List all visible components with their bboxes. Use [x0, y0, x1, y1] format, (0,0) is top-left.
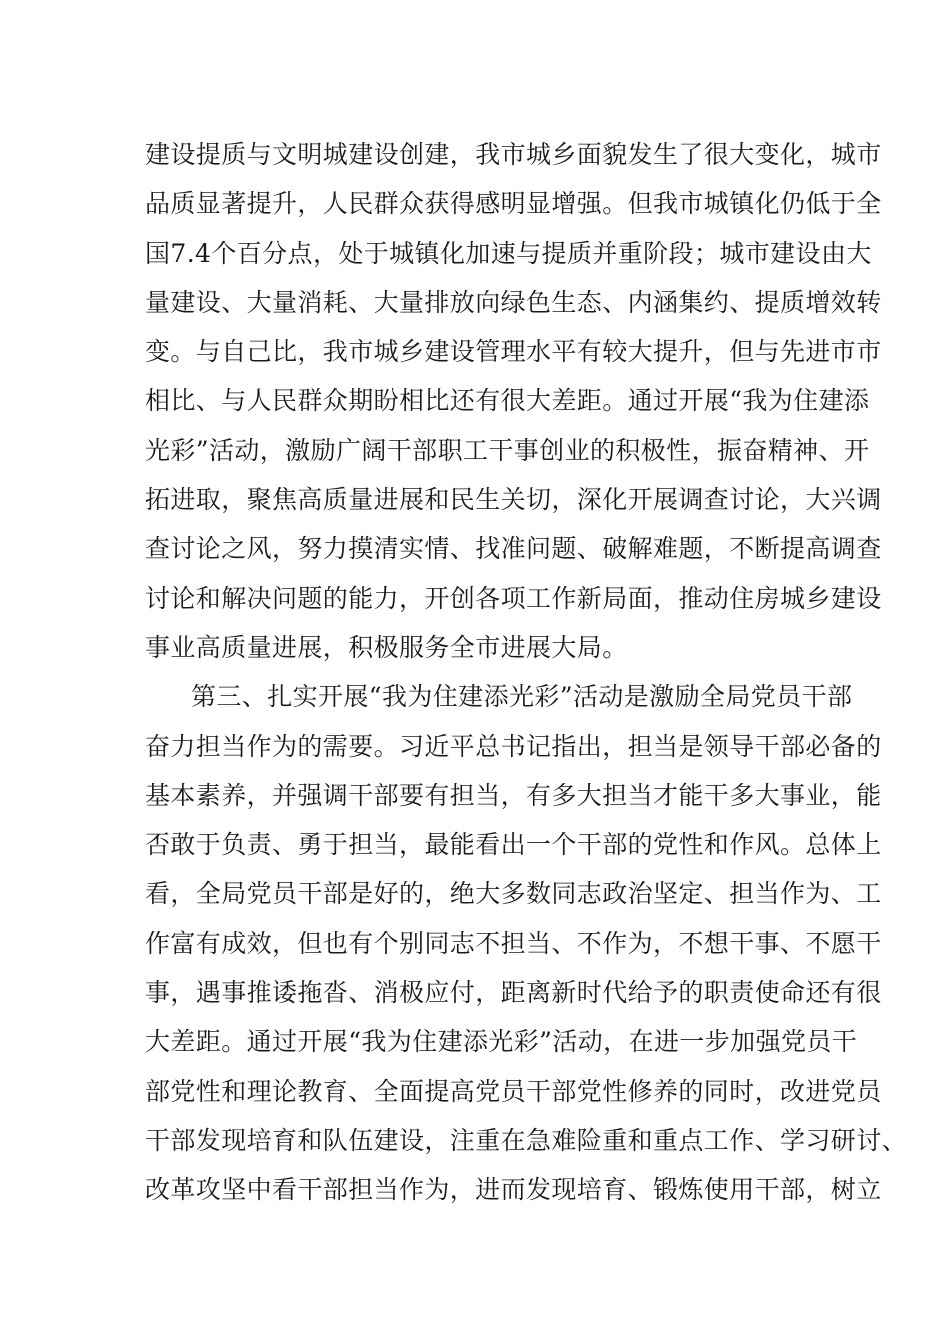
text-line: 事，遇事推诿拖沓、消极应付，距离新时代给予的职责使命还有很	[145, 978, 882, 1008]
text-line: 事业高质量进展，积极服务全市进展大局。	[145, 632, 628, 662]
text-line: 量建设、大量消耗、大量排放向绿色生态、内涵集约、提质增效转	[145, 287, 882, 317]
text-line: 作富有成效，但也有个别同志不担当、不作为，不想干事、不愿干	[145, 928, 882, 958]
text-line: 大差距。通过开展“我为住建添光彩”活动，在进一步加强党员干	[145, 1027, 858, 1057]
text-line: 查讨论之风，努力摸清实情、找准问题、破解难题，不断提高调查	[145, 534, 882, 564]
text-line: 变。与自己比，我市城乡建设管理水平有较大提升，但与先进市市	[145, 337, 882, 367]
text-line: 奋力担当作为的需要。习近平总书记指出，担当是领导干部必备的	[145, 731, 882, 761]
text-line: 部党性和理论教育、全面提高党员干部党性修养的同时，改进党员	[145, 1076, 882, 1106]
text-line: 第三、扎实开展“我为住建添光彩”活动是激励全局党员干部	[191, 682, 853, 712]
text-line: 建设提质与文明城建设创建，我市城乡面貌发生了很大变化，城市	[145, 140, 882, 169]
text-line: 基本素养，并强调干部要有担当，有多大担当才能干多大事业，能	[145, 780, 882, 810]
text-line: 国7.4个百分点，处于城镇化加速与提质并重阶段；城市建设由大	[145, 238, 872, 268]
paragraph-1	[145, 130, 882, 672]
text-line: 拓进取，聚焦高质量进展和民生关切，深化开展调查讨论，大兴调	[145, 485, 882, 515]
text-line: 改革攻坚中看干部担当作为，进而发现培育、锻炼使用干部，树立	[145, 1175, 882, 1205]
text-line: 看，全局党员干部是好的，绝大多数同志政治坚定、担当作为、工	[145, 879, 882, 909]
document-body	[145, 130, 908, 1215]
text-line: 干部发现培育和队伍建设，注重在急难险重和重点工作、学习研讨、	[145, 1125, 908, 1155]
text-line: 品质显著提升，人民群众获得感明显增强。但我市城镇化仍低于全	[145, 189, 882, 219]
text-line: 讨论和解决问题的能力，开创各项工作新局面，推动住房城乡建设	[145, 583, 882, 613]
text-line: 否敢于负责、勇于担当，最能看出一个干部的党性和作风。总体上	[145, 830, 882, 860]
text-line: 光彩”活动，激励广阔干部职工干事创业的积极性，振奋精神、开	[145, 435, 870, 465]
paragraph-2	[145, 672, 908, 1214]
text-line: 相比、与人民群众期盼相比还有很大差距。通过开展“我为住建添	[145, 386, 870, 416]
